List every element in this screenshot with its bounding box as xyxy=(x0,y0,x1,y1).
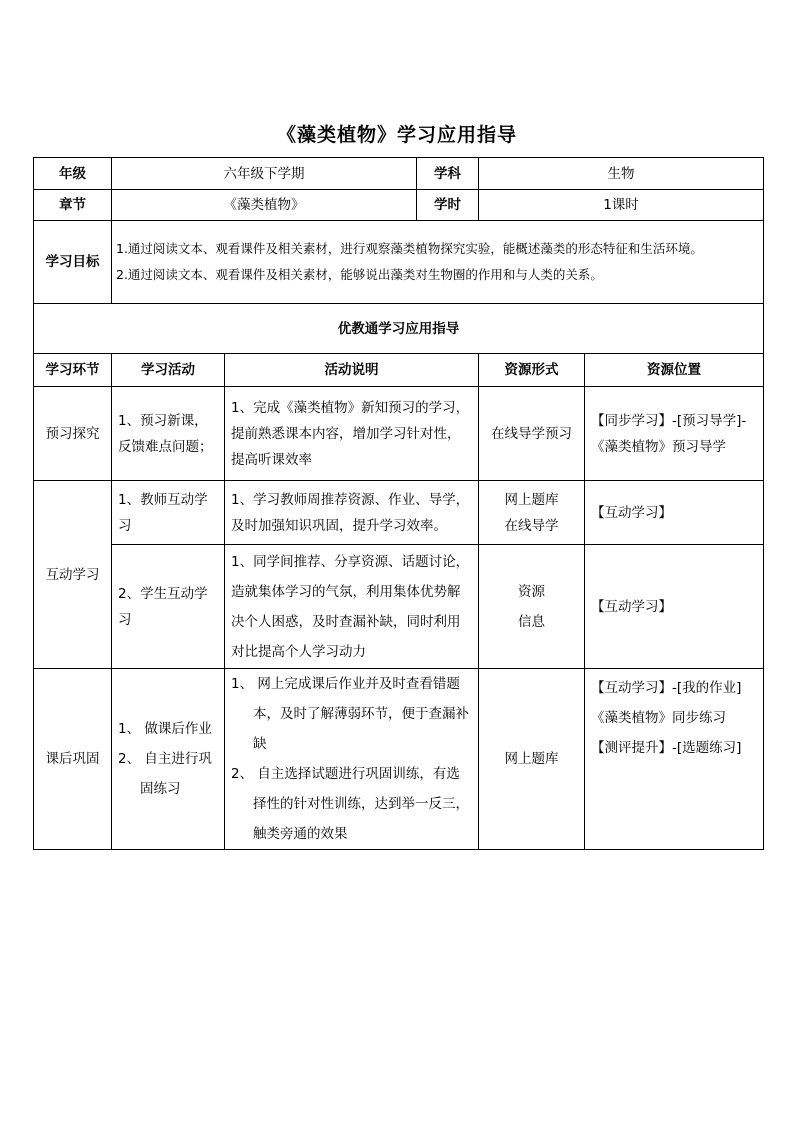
preview-stage: 预习探究 xyxy=(34,387,112,481)
header-form: 资源形式 xyxy=(479,354,585,387)
preview-location: 【同步学习】-[预习导学]-《藻类植物》预习导学 xyxy=(585,387,764,481)
grade-value: 六年级下学期 xyxy=(112,158,417,190)
after-location-item: 【互动学习】-[我的作业]《藻类植物》同步练习 xyxy=(591,680,742,726)
section-row xyxy=(34,304,764,354)
grade-label: 年级 xyxy=(34,158,112,190)
student-form xyxy=(479,545,585,669)
teacher-description: 1、学习教师周推荐资源、作业、导学，及时加强知识巩固，提升学习效率。 xyxy=(225,481,479,545)
preview-form: 在线导学预习 xyxy=(479,387,585,481)
goal-content xyxy=(112,221,764,304)
student-form-line: 信息 xyxy=(518,613,545,630)
subject-value: 生物 xyxy=(479,158,764,190)
student-activity: 2、学生互动学习 xyxy=(112,545,225,669)
guide-table xyxy=(33,157,764,850)
chapter-value: 《藻类植物》 xyxy=(112,190,417,221)
header-row xyxy=(34,354,764,387)
page-title: 《藻类植物》学习应用指导 xyxy=(276,124,517,146)
section-title: 优教通学习应用指导 xyxy=(34,304,764,354)
header-stage: 学习环节 xyxy=(34,354,112,387)
after-activity xyxy=(112,669,225,850)
subject-label: 学科 xyxy=(417,158,479,190)
grade-row xyxy=(34,158,764,190)
header-location: 资源位置 xyxy=(585,354,764,387)
header-description: 活动说明 xyxy=(225,354,479,387)
student-location: 【互动学习】 xyxy=(585,545,764,669)
teacher-activity: 1、教师互动学习 xyxy=(112,481,225,545)
teacher-form-line: 网上题库 xyxy=(504,491,559,508)
after-activity-item: 2、 自主进行巩固练习 xyxy=(118,751,212,797)
teacher-row xyxy=(34,481,764,545)
after-location-item: 【测评提升】-[选题练习] xyxy=(591,740,742,756)
preview-description: 1、完成《藻类植物》新知预习的学习，提前熟悉课本内容，增加学习针对性，提高听课效率 xyxy=(225,387,479,481)
after-description-item: 1、 网上完成课后作业并及时查看错题本，及时了解薄弱环节，便于查漏补缺 xyxy=(231,676,469,752)
after-description-item: 2、 自主选择试题进行巩固训练，有选择性的针对性训练，达到举一反三，触类旁通的效果 xyxy=(231,766,469,842)
interact-stage: 互动学习 xyxy=(34,481,112,669)
teacher-form-line: 在线导学 xyxy=(504,517,559,534)
after-description xyxy=(225,669,479,850)
chapter-label: 章节 xyxy=(34,190,112,221)
chapter-row xyxy=(34,190,764,221)
teacher-location: 【互动学习】 xyxy=(585,481,764,545)
goal-label: 学习目标 xyxy=(34,221,112,304)
after-location xyxy=(585,669,764,850)
hours-value: 1课时 xyxy=(479,190,764,221)
student-form-line: 资源 xyxy=(518,583,545,600)
teacher-form xyxy=(479,481,585,545)
after-activity-item: 1、 做课后作业 xyxy=(118,721,212,737)
goal-item: 2.通过阅读文本、观看课件及相关素材，能够说出藻类对生物圈的作用和与人类的关系。 xyxy=(116,267,603,282)
after-stage: 课后巩固 xyxy=(34,669,112,850)
goal-row xyxy=(34,221,764,304)
after-form: 网上题库 xyxy=(479,669,585,850)
goal-item: 1.通过阅读文本、观看课件及相关素材，进行观察藻类植物探究实验，能概述藻类的形态特征和生活环境。 xyxy=(116,241,703,256)
student-row xyxy=(34,545,764,669)
student-description: 1、同学间推荐、分享资源、话题讨论，造就集体学习的气氛，利用集体优势解决个人困惑，及时查漏补缺，同时利用对比提高个人学习动力 xyxy=(225,545,479,669)
hours-label: 学时 xyxy=(417,190,479,221)
header-activity: 学习活动 xyxy=(112,354,225,387)
after-row xyxy=(34,669,764,850)
preview-activity: 1、预习新课，反馈难点问题； xyxy=(112,387,225,481)
preview-row xyxy=(34,387,764,481)
